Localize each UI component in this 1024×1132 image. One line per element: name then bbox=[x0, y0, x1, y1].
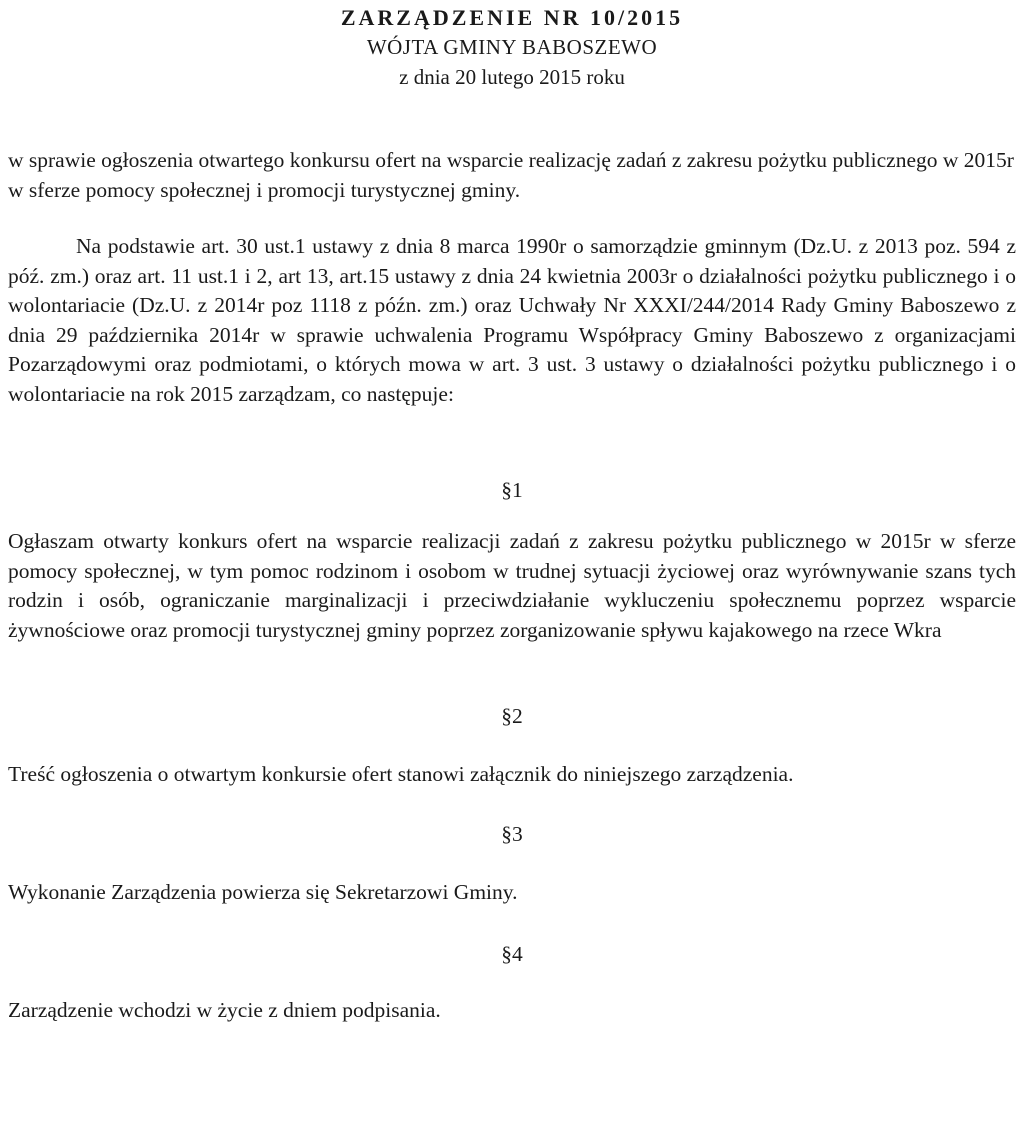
section-mark-1: §1 bbox=[501, 478, 523, 502]
document-title: ZARZĄDZENIE NR 10/2015 bbox=[340, 5, 684, 30]
document-date: z dnia 20 lutego 2015 roku bbox=[399, 65, 625, 89]
section-mark-3: §3 bbox=[501, 822, 523, 846]
issuing-authority: WÓJTA GMINY BABOSZEWO bbox=[366, 35, 658, 59]
legal-basis-paragraph: Na podstawie art. 30 ust.1 ustawy z dnia 8 marca 1990r o samorządzie gminnym (Dz.U. z 2013 poz. 594 z póź. zm.) oraz art. 11 ust.1 i 2, art 13, art.15 ustawy z dnia 24 kwietnia 2003r o działalności pożytku publicznego i o wolontariacie (Dz.U. z 2014r poz 1118 z późn. zm.) oraz Uchwały Nr XXXI/244/2014 Rady Gminy Baboszewo z dnia 29 października 2014r w sprawie uchwalenia Programu Współpracy Gminy Baboszewo z organizacjami Pozarządowymi oraz podmiotami, o których mowa w art. 3 ust. 3 ustawy o działalności pożytku publicznego i o wolontariacie na rok 2015 zarządzam, co następuje: bbox=[8, 234, 1016, 406]
section-text-3: Wykonanie Zarządzenia powierza się Sekretarzowi Gminy. bbox=[8, 880, 518, 904]
section-text-2: Treść ogłoszenia o otwartym konkursie ofert stanowi załącznik do niniejszego zarządzenia. bbox=[8, 762, 794, 786]
document-subject: w sprawie ogłoszenia otwartego konkursu ofert na wsparcie realizację zadań z zakresu pożytku publicznego w 2015r w sferze pomocy społecznej i promocji turystycznej gminy. bbox=[8, 148, 1014, 202]
section-text-4: Zarządzenie wchodzi w życie z dniem podpisania. bbox=[8, 998, 441, 1022]
section-mark-4: §4 bbox=[501, 942, 523, 966]
section-text-1: Ogłaszam otwarty konkurs ofert na wsparcie realizacji zadań z zakresu pożytku publicznego w 2015r w sferze pomocy społecznej, w tym pomoc rodzinom i osobom w trudnej sytuacji życiowej oraz wyrównywanie szans tych rodzin i osób, ograniczanie marginalizacji i przeciwdziałanie wykluczeniu społecznemu poprzez wsparcie żywnościowe oraz promocji turystycznej gminy poprzez zorganizowanie spływu kajakowego na rzece Wkra bbox=[8, 529, 1016, 642]
section-mark-2: §2 bbox=[501, 704, 523, 728]
